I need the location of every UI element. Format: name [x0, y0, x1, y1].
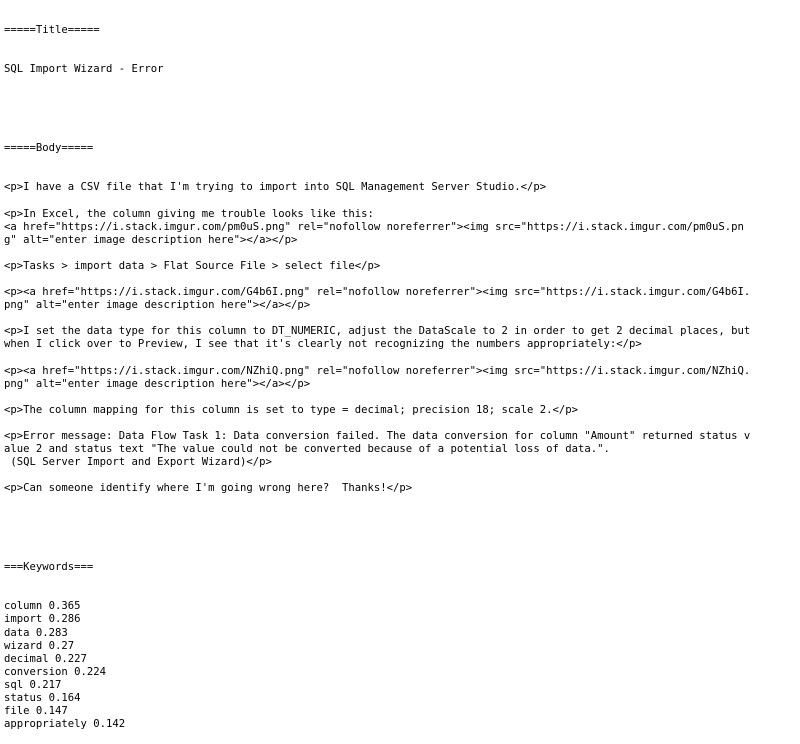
- body-line: <p>I have a CSV file that I'm trying to import into SQL Management Server Studio.</p>: [4, 181, 547, 194]
- spacer: [4, 194, 796, 207]
- body-line: alue 2 and status text "The value could not be converted because of a potential loss of data.".: [4, 443, 610, 456]
- body-line: <p>I set the data type for this column to DT_NUMERIC, adjust the DataScale to 2 in order to get 2 decimal places, but: [4, 325, 751, 338]
- body-line: g" alt="enter image description here"></a></p>: [4, 233, 298, 246]
- body-line: <p>Tasks > import data > Flat Source File > select file</p>: [4, 259, 381, 272]
- title-section-header: =====Title=====: [4, 24, 100, 37]
- body-line: (SQL Server Import and Export Wizard)</p>: [4, 456, 272, 469]
- keywords-section-header: ===Keywords===: [4, 561, 94, 574]
- keyword-item: sql 0.217: [4, 678, 62, 691]
- spacer: [4, 312, 796, 325]
- body-section-header: =====Body=====: [4, 142, 94, 155]
- spacer: [4, 247, 796, 260]
- keyword-item: column 0.365: [4, 600, 81, 613]
- keyword-item: import 0.286: [4, 613, 81, 626]
- spacer: [4, 522, 796, 535]
- keyword-list: [4, 600, 796, 731]
- body-line: <p><a href="https://i.stack.imgur.com/NZhiQ.png" rel="nofollow noreferrer"><img src="https://i.stack.imgur.com/NZhiQ.: [4, 364, 751, 377]
- keyword-item: conversion 0.224: [4, 665, 107, 678]
- body-line: png" alt="enter image description here"></a></p>: [4, 377, 311, 390]
- body-line: <a href="https://i.stack.imgur.com/pm0uS.png" rel="nofollow noreferrer"><img src="https://i.stack.imgur.com/pm0uS.pn: [4, 220, 744, 233]
- body-line: <p>The column mapping for this column is set to type = decimal; precision 18; scale 2.</p>: [4, 403, 579, 416]
- body-line: <p>In Excel, the column giving me trouble looks like this:: [4, 207, 374, 220]
- keyword-item: status 0.164: [4, 691, 81, 704]
- document-text: [4, 0, 796, 744]
- body-line: <p>Can someone identify where I'm going wrong here? Thanks!</p>: [4, 482, 413, 495]
- spacer: [4, 469, 796, 482]
- spacer: [4, 273, 796, 286]
- keyword-item: wizard 0.27: [4, 639, 75, 652]
- body-line: <p>Error message: Data Flow Task 1: Data conversion failed. The data conversion for column "Amount" returned status v: [4, 430, 751, 443]
- spacer: [4, 417, 796, 430]
- keyword-item: decimal 0.227: [4, 652, 87, 665]
- body-text: [4, 181, 796, 495]
- body-line: png" alt="enter image description here"></a></p>: [4, 299, 311, 312]
- spacer: [4, 103, 796, 116]
- keyword-item: data 0.283: [4, 626, 68, 639]
- keyword-item: file 0.147: [4, 705, 68, 718]
- body-line: when I click over to Preview, I see that it's clearly not recognizing the numbers appropriately:</p>: [4, 338, 642, 351]
- document-title: SQL Import Wizard - Error: [4, 63, 164, 76]
- body-line: <p><a href="https://i.stack.imgur.com/G4b6I.png" rel="nofollow noreferrer"><img src="https://i.stack.imgur.com/G4b6I.: [4, 286, 751, 299]
- spacer: [4, 391, 796, 404]
- spacer: [4, 352, 796, 365]
- keyword-item: appropriately 0.142: [4, 718, 126, 731]
